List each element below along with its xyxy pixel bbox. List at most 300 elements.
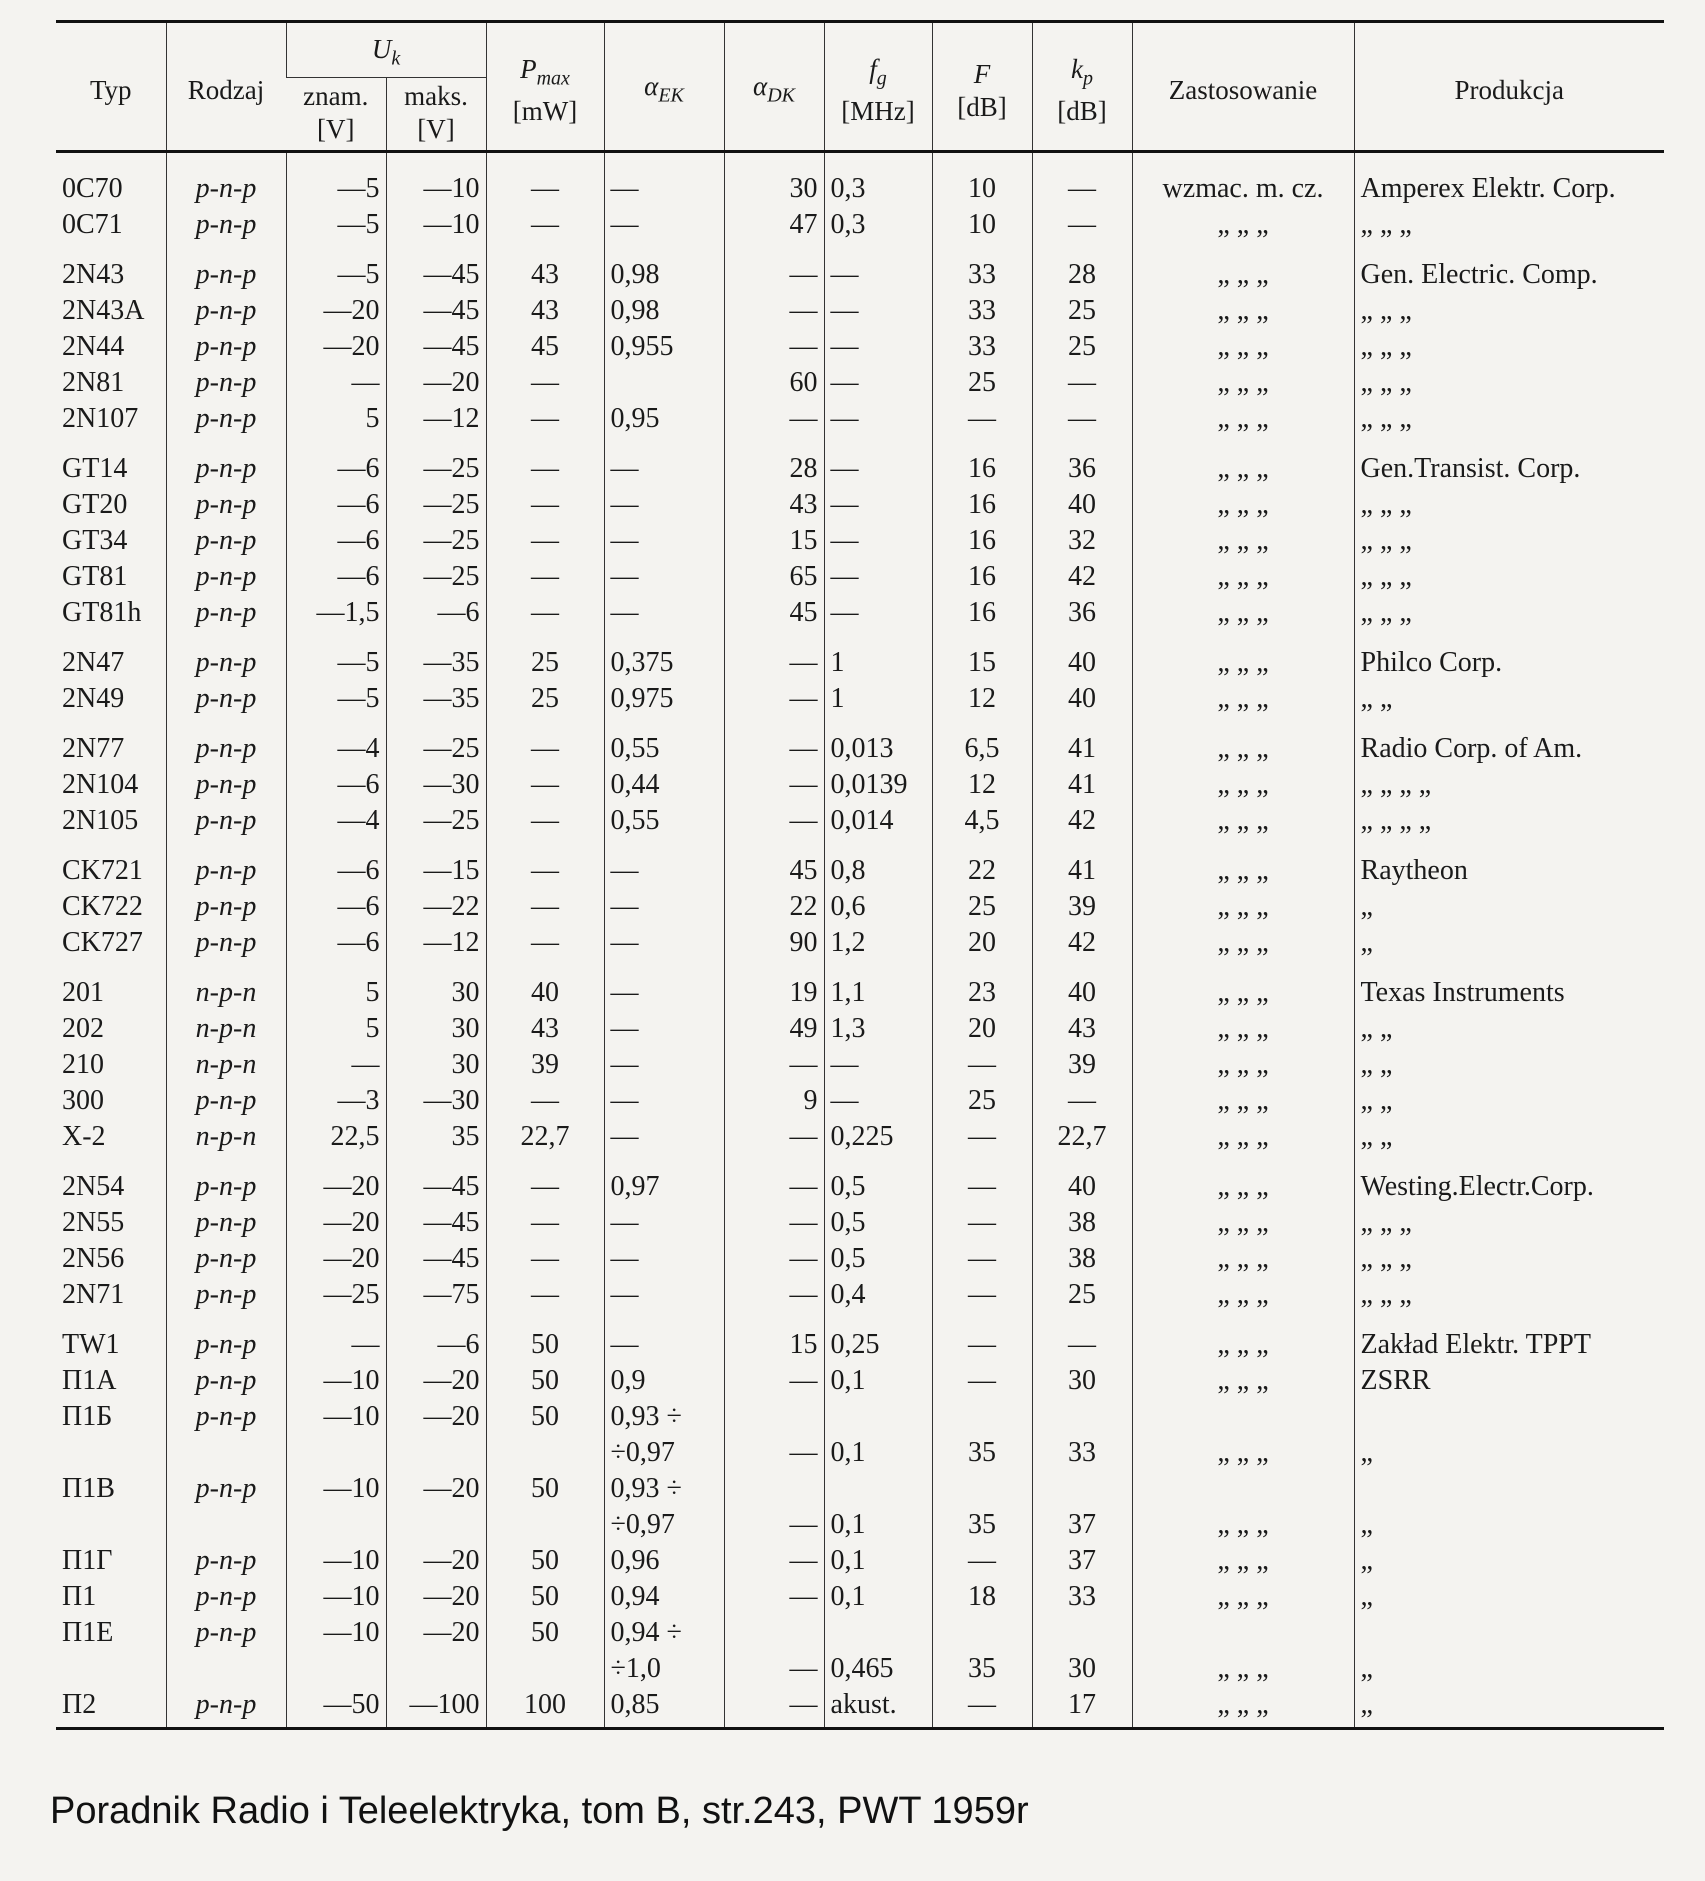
cell-alpha-ek: — [604, 1205, 724, 1241]
cell-alpha-ek: — [604, 437, 724, 487]
cell-typ: 210 [62, 1049, 104, 1081]
cell-rodzaj: p-n-p [166, 1241, 286, 1277]
cell-kp: 22,7 [1032, 1119, 1132, 1155]
cell-alpha-dk: — [724, 803, 824, 839]
cell-fg: 0,014 [824, 803, 932, 839]
cell-produkcja: „ „ „ [1354, 401, 1664, 437]
cell-uk-znam: —10 [286, 1471, 386, 1507]
cell-fg: 0,1 [824, 1543, 932, 1579]
cell-alpha-dk: — [724, 401, 824, 437]
cell-produkcja: „ „ „ „ [1354, 803, 1664, 839]
cell-f: — [932, 1543, 1032, 1579]
table-row [56, 293, 1664, 329]
cell-rodzaj: p-n-p [166, 293, 286, 329]
cell-alpha-dk: 19 [724, 961, 824, 1011]
cell-fg: — [824, 523, 932, 559]
cell-zastosowanie: „ „ „ [1132, 1083, 1354, 1119]
cell-produkcja: Raytheon [1354, 839, 1664, 889]
cell-typ: 2N107 [62, 403, 139, 435]
cell-alpha-ek: — [604, 925, 724, 961]
cell-pmax: — [486, 1083, 604, 1119]
cell-rodzaj: n-p-n [166, 961, 286, 1011]
cell-fg: 0,3 [824, 152, 932, 208]
cell-produkcja: „ „ „ [1354, 365, 1664, 401]
table-row [56, 1205, 1664, 1241]
cell-pmax: — [486, 595, 604, 631]
cell-produkcja: Radio Corp. of Am. [1354, 717, 1664, 767]
cell-kp: 42 [1032, 925, 1132, 961]
cell-uk-znam: —5 [286, 681, 386, 717]
cell-uk-maks: —20 [386, 1543, 486, 1579]
cell-rodzaj: p-n-p [166, 1155, 286, 1205]
cell-fg: — [824, 329, 932, 365]
cell-pmax: 50 [486, 1313, 604, 1363]
cell-uk-znam: —6 [286, 437, 386, 487]
cell-fg: — [824, 487, 932, 523]
cell-pmax: 43 [486, 243, 604, 293]
cell-pmax: 43 [486, 1011, 604, 1047]
table-row [56, 487, 1664, 523]
cell-produkcja: „ [1354, 1687, 1664, 1729]
cell-rodzaj: p-n-p [166, 767, 286, 803]
cell-uk-maks: —20 [386, 1399, 486, 1435]
cell-typ: GT20 [62, 489, 128, 521]
table-row [56, 559, 1664, 595]
cell-alpha-ek: ÷1,0 [604, 1651, 724, 1687]
cell-alpha-dk: 65 [724, 559, 824, 595]
cell-typ: П1А [62, 1365, 117, 1397]
cell-kp: 41 [1032, 717, 1132, 767]
cell-f: 18 [932, 1579, 1032, 1615]
cell-uk-maks [386, 1435, 486, 1471]
cell-zastosowanie: „ „ „ [1132, 889, 1354, 925]
cell-f: 25 [932, 889, 1032, 925]
cell-zastosowanie: „ „ „ [1132, 595, 1354, 631]
cell-uk-maks: —75 [386, 1277, 486, 1313]
cell-pmax [486, 1435, 604, 1471]
cell-zastosowanie: „ „ „ [1132, 961, 1354, 1011]
cell-produkcja: „ „ „ [1354, 293, 1664, 329]
cell-fg: 0,25 [824, 1313, 932, 1363]
cell-f: 16 [932, 523, 1032, 559]
table-row [56, 1579, 1664, 1615]
cell-alpha-dk: 45 [724, 839, 824, 889]
cell-f: 10 [932, 152, 1032, 208]
cell-produkcja: „ „ „ [1354, 559, 1664, 595]
cell-kp: 40 [1032, 487, 1132, 523]
cell-rodzaj: p-n-p [166, 1615, 286, 1651]
cell-uk-znam: —4 [286, 717, 386, 767]
cell-uk-maks: —10 [386, 152, 486, 208]
cell-uk-znam: 5 [286, 401, 386, 437]
table-row [56, 1615, 1664, 1651]
cell-alpha-dk: — [724, 767, 824, 803]
cell-rodzaj: p-n-p [166, 1205, 286, 1241]
cell-typ: CK722 [62, 891, 143, 923]
cell-pmax: — [486, 839, 604, 889]
cell-uk-maks: —22 [386, 889, 486, 925]
cell-uk-znam: 22,5 [286, 1119, 386, 1155]
cell-kp: 33 [1032, 1579, 1132, 1615]
cell-alpha-ek: 0,94 [604, 1579, 724, 1615]
table-row [56, 961, 1664, 1011]
table-row [56, 401, 1664, 437]
table-row [56, 1363, 1664, 1399]
header-pmax: $P_{max}$ [mW] [486, 22, 604, 152]
cell-rodzaj: p-n-p [166, 681, 286, 717]
cell-typ: 2N77 [62, 733, 125, 765]
cell-f: — [932, 1155, 1032, 1205]
cell-pmax: 43 [486, 293, 604, 329]
cell-zastosowanie: „ „ „ [1132, 1011, 1354, 1047]
cell-f: 33 [932, 293, 1032, 329]
cell-zastosowanie: „ „ „ [1132, 437, 1354, 487]
cell-typ: 2N49 [62, 683, 125, 715]
cell-fg [824, 1399, 932, 1435]
cell-zastosowanie: „ „ „ [1132, 717, 1354, 767]
cell-alpha-ek [604, 365, 724, 401]
cell-rodzaj: p-n-p [166, 1687, 286, 1729]
cell-uk-znam: —20 [286, 293, 386, 329]
cell-zastosowanie: „ „ „ [1132, 631, 1354, 681]
table-row [56, 152, 1664, 208]
cell-produkcja: „ „ „ [1354, 1241, 1664, 1277]
cell-uk-maks: —25 [386, 487, 486, 523]
cell-kp: 43 [1032, 1011, 1132, 1047]
table-row [56, 803, 1664, 839]
cell-kp: 37 [1032, 1507, 1132, 1543]
cell-uk-znam: —20 [286, 1205, 386, 1241]
cell-kp: 39 [1032, 889, 1132, 925]
cell-zastosowanie: „ „ „ [1132, 1651, 1354, 1687]
cell-produkcja: „ [1354, 925, 1664, 961]
cell-typ: П1Е [62, 1617, 114, 1649]
cell-uk-maks: 30 [386, 1011, 486, 1047]
cell-produkcja: „ „ [1354, 681, 1664, 717]
cell-uk-maks: —25 [386, 803, 486, 839]
cell-rodzaj: p-n-p [166, 329, 286, 365]
table-row [56, 207, 1664, 243]
cell-alpha-dk [724, 1615, 824, 1651]
cell-uk-maks: —35 [386, 681, 486, 717]
cell-fg: 0,8 [824, 839, 932, 889]
header-uk: $U_k$ [286, 22, 486, 78]
table-row [56, 1011, 1664, 1047]
cell-uk-maks: —25 [386, 559, 486, 595]
cell-alpha-ek: — [604, 595, 724, 631]
cell-rodzaj: p-n-p [166, 559, 286, 595]
table-row [56, 925, 1664, 961]
cell-typ: П1В [62, 1473, 115, 1505]
cell-alpha-dk: — [724, 1543, 824, 1579]
cell-alpha-ek: 0,375 [604, 631, 724, 681]
cell-produkcja: Philco Corp. [1354, 631, 1664, 681]
cell-fg: 0,1 [824, 1507, 932, 1543]
cell-typ: CK727 [62, 927, 143, 959]
cell-produkcja: „ [1354, 1435, 1664, 1471]
table-row [56, 717, 1664, 767]
cell-produkcja: Westing.Electr.Corp. [1354, 1155, 1664, 1205]
cell-fg: — [824, 595, 932, 631]
cell-produkcja: Texas Instruments [1354, 961, 1664, 1011]
cell-alpha-dk: 30 [724, 152, 824, 208]
cell-kp: 36 [1032, 437, 1132, 487]
cell-alpha-dk: — [724, 1277, 824, 1313]
cell-fg: 0,1 [824, 1579, 932, 1615]
cell-zastosowanie: „ „ „ [1132, 523, 1354, 559]
cell-kp: — [1032, 1083, 1132, 1119]
cell-alpha-ek: 0,44 [604, 767, 724, 803]
cell-typ: 2N81 [62, 367, 125, 399]
cell-alpha-ek: — [604, 207, 724, 243]
table-row [56, 1119, 1664, 1155]
cell-f: 25 [932, 1083, 1032, 1119]
cell-uk-maks: —10 [386, 207, 486, 243]
cell-zastosowanie: „ „ „ [1132, 559, 1354, 595]
cell-typ: GT14 [62, 453, 128, 485]
cell-rodzaj: p-n-p [166, 1313, 286, 1363]
cell-f: 20 [932, 1011, 1032, 1047]
cell-produkcja: „ [1354, 1651, 1664, 1687]
cell-alpha-dk: 22 [724, 889, 824, 925]
cell-typ: GT34 [62, 525, 128, 557]
cell-f: 16 [932, 487, 1032, 523]
cell-f: 35 [932, 1507, 1032, 1543]
cell-alpha-dk: 45 [724, 595, 824, 631]
cell-f [932, 1471, 1032, 1507]
cell-f: 23 [932, 961, 1032, 1011]
cell-zastosowanie: „ „ „ [1132, 293, 1354, 329]
cell-pmax: — [486, 207, 604, 243]
cell-uk-maks: —20 [386, 1579, 486, 1615]
cell-zastosowanie [1132, 1399, 1354, 1435]
cell-uk-znam: —5 [286, 631, 386, 681]
cell-produkcja: ZSRR [1354, 1363, 1664, 1399]
table-row [56, 889, 1664, 925]
cell-alpha-ek: — [604, 839, 724, 889]
cell-typ: TW1 [62, 1329, 120, 1361]
transistor-table-container [56, 20, 1664, 1730]
cell-fg: — [824, 293, 932, 329]
cell-f [932, 1399, 1032, 1435]
cell-produkcja: „ „ „ [1354, 207, 1664, 243]
cell-uk-maks: —35 [386, 631, 486, 681]
cell-produkcja: Zakład Elektr. TPPT [1354, 1313, 1664, 1363]
cell-uk-maks: —25 [386, 437, 486, 487]
cell-f: 16 [932, 559, 1032, 595]
cell-alpha-dk: 47 [724, 207, 824, 243]
cell-pmax: — [486, 767, 604, 803]
cell-typ: 300 [62, 1085, 104, 1117]
cell-uk-znam: 5 [286, 1011, 386, 1047]
header-znam: znam. [V] [286, 78, 386, 152]
cell-produkcja: „ [1354, 1543, 1664, 1579]
transistor-spec-table [56, 20, 1664, 1730]
cell-pmax: — [486, 523, 604, 559]
cell-zastosowanie: „ „ „ [1132, 1047, 1354, 1083]
cell-f: — [932, 1277, 1032, 1313]
cell-kp: 40 [1032, 631, 1132, 681]
cell-f: — [932, 1205, 1032, 1241]
cell-alpha-ek: 0,975 [604, 681, 724, 717]
cell-alpha-ek: — [604, 523, 724, 559]
cell-fg: 0,5 [824, 1241, 932, 1277]
cell-typ: X-2 [62, 1121, 106, 1153]
cell-uk-maks: —12 [386, 401, 486, 437]
cell-pmax: — [486, 717, 604, 767]
cell-fg: — [824, 401, 932, 437]
cell-rodzaj: p-n-p [166, 437, 286, 487]
cell-rodzaj: p-n-p [166, 1543, 286, 1579]
cell-alpha-ek: — [604, 487, 724, 523]
cell-alpha-dk: — [724, 631, 824, 681]
cell-uk-maks: —45 [386, 293, 486, 329]
header-adk: $\alpha_{DK}$ [724, 22, 824, 152]
cell-typ: П1 [62, 1581, 97, 1613]
cell-fg: 0,225 [824, 1119, 932, 1155]
cell-uk-znam: —10 [286, 1363, 386, 1399]
header-zastosowanie: Zastosowanie [1132, 22, 1354, 152]
cell-kp: 17 [1032, 1687, 1132, 1729]
cell-uk-znam: —5 [286, 152, 386, 208]
cell-fg: akust. [824, 1687, 932, 1729]
cell-fg: — [824, 559, 932, 595]
header-f: F [dB] [932, 22, 1032, 152]
cell-uk-znam: —1,5 [286, 595, 386, 631]
cell-zastosowanie: „ „ „ [1132, 1205, 1354, 1241]
cell-uk-maks: 35 [386, 1119, 486, 1155]
cell-rodzaj: p-n-p [166, 595, 286, 631]
cell-typ: 2N55 [62, 1207, 125, 1239]
cell-alpha-dk: — [724, 1507, 824, 1543]
cell-alpha-dk [724, 1471, 824, 1507]
cell-alpha-ek: — [604, 1047, 724, 1083]
cell-uk-maks: —30 [386, 1083, 486, 1119]
cell-rodzaj: p-n-p [166, 487, 286, 523]
cell-zastosowanie: „ „ „ [1132, 207, 1354, 243]
cell-rodzaj: n-p-n [166, 1047, 286, 1083]
table-row [56, 1241, 1664, 1277]
cell-rodzaj: p-n-p [166, 1363, 286, 1399]
cell-f: 33 [932, 329, 1032, 365]
source-caption: Poradnik Radio i Teleelektryka, tom B, str.243, PWT 1959r [50, 1790, 1029, 1832]
cell-zastosowanie: „ „ „ [1132, 1435, 1354, 1471]
cell-pmax: 50 [486, 1363, 604, 1399]
cell-rodzaj: p-n-p [166, 631, 286, 681]
cell-kp: 40 [1032, 681, 1132, 717]
cell-typ: 2N104 [62, 769, 139, 801]
cell-rodzaj: p-n-p [166, 243, 286, 293]
cell-fg: 0,5 [824, 1205, 932, 1241]
table-row [56, 1507, 1664, 1543]
cell-uk-maks: 30 [386, 1047, 486, 1083]
cell-uk-znam: — [286, 1313, 386, 1363]
cell-f: 10 [932, 207, 1032, 243]
header-produkcja: Produkcja [1354, 22, 1664, 152]
cell-alpha-dk: — [724, 1651, 824, 1687]
cell-produkcja: „ „ „ [1354, 329, 1664, 365]
table-row [56, 365, 1664, 401]
cell-alpha-dk: 43 [724, 487, 824, 523]
cell-uk-znam: —6 [286, 839, 386, 889]
table-row [56, 243, 1664, 293]
cell-alpha-dk: — [724, 1579, 824, 1615]
cell-pmax: 25 [486, 631, 604, 681]
cell-fg: 0,3 [824, 207, 932, 243]
cell-typ [56, 1435, 166, 1471]
header-typ: Typ [56, 22, 166, 152]
cell-alpha-ek: — [604, 1313, 724, 1363]
cell-rodzaj: p-n-p [166, 1083, 286, 1119]
cell-alpha-ek: 0,955 [604, 329, 724, 365]
cell-uk-znam: 5 [286, 961, 386, 1011]
cell-f: — [932, 401, 1032, 437]
cell-kp: 40 [1032, 1155, 1132, 1205]
cell-alpha-ek: ÷0,97 [604, 1507, 724, 1543]
cell-alpha-ek: — [604, 1083, 724, 1119]
cell-produkcja: Gen.Transist. Corp. [1354, 437, 1664, 487]
cell-rodzaj: n-p-n [166, 1011, 286, 1047]
cell-fg: 0,1 [824, 1435, 932, 1471]
cell-produkcja: „ „ „ [1354, 595, 1664, 631]
cell-kp: 42 [1032, 803, 1132, 839]
cell-produkcja: Gen. Electric. Comp. [1354, 243, 1664, 293]
cell-zastosowanie: „ „ „ [1132, 1579, 1354, 1615]
cell-zastosowanie: „ „ „ [1132, 1241, 1354, 1277]
header-rodzaj: Rodzaj [166, 22, 286, 152]
cell-kp: 25 [1032, 1277, 1132, 1313]
cell-rodzaj: p-n-p [166, 401, 286, 437]
cell-typ: 2N56 [62, 1243, 125, 1275]
cell-uk-maks: —20 [386, 1363, 486, 1399]
cell-uk-znam [286, 1435, 386, 1471]
cell-uk-maks [386, 1651, 486, 1687]
cell-zastosowanie: „ „ „ [1132, 1363, 1354, 1399]
cell-alpha-dk: — [724, 681, 824, 717]
cell-uk-maks: —20 [386, 365, 486, 401]
cell-kp: 37 [1032, 1543, 1132, 1579]
cell-f: 33 [932, 243, 1032, 293]
cell-pmax: 40 [486, 961, 604, 1011]
cell-alpha-ek: ÷0,97 [604, 1435, 724, 1471]
cell-fg: 1,1 [824, 961, 932, 1011]
cell-uk-maks: —100 [386, 1687, 486, 1729]
cell-produkcja: „ „ [1354, 1047, 1664, 1083]
cell-rodzaj: p-n-p [166, 1579, 286, 1615]
cell-produkcja [1354, 1615, 1664, 1651]
cell-uk-znam: —10 [286, 1399, 386, 1435]
table-row [56, 1277, 1664, 1313]
cell-kp: 30 [1032, 1651, 1132, 1687]
table-row [56, 1313, 1664, 1363]
cell-kp: 30 [1032, 1363, 1132, 1399]
cell-uk-znam: —6 [286, 889, 386, 925]
cell-zastosowanie: „ „ „ [1132, 401, 1354, 437]
cell-produkcja: „ „ [1354, 1119, 1664, 1155]
table-row [56, 631, 1664, 681]
cell-f [932, 1615, 1032, 1651]
cell-uk-maks: —12 [386, 925, 486, 961]
cell-alpha-dk: 15 [724, 1313, 824, 1363]
cell-typ: CK721 [62, 855, 143, 887]
cell-zastosowanie: „ „ „ [1132, 925, 1354, 961]
cell-alpha-ek: — [604, 1119, 724, 1155]
table-row [56, 437, 1664, 487]
cell-alpha-dk [724, 1399, 824, 1435]
cell-f: — [932, 1119, 1032, 1155]
cell-alpha-dk: — [724, 1687, 824, 1729]
cell-pmax: 39 [486, 1047, 604, 1083]
